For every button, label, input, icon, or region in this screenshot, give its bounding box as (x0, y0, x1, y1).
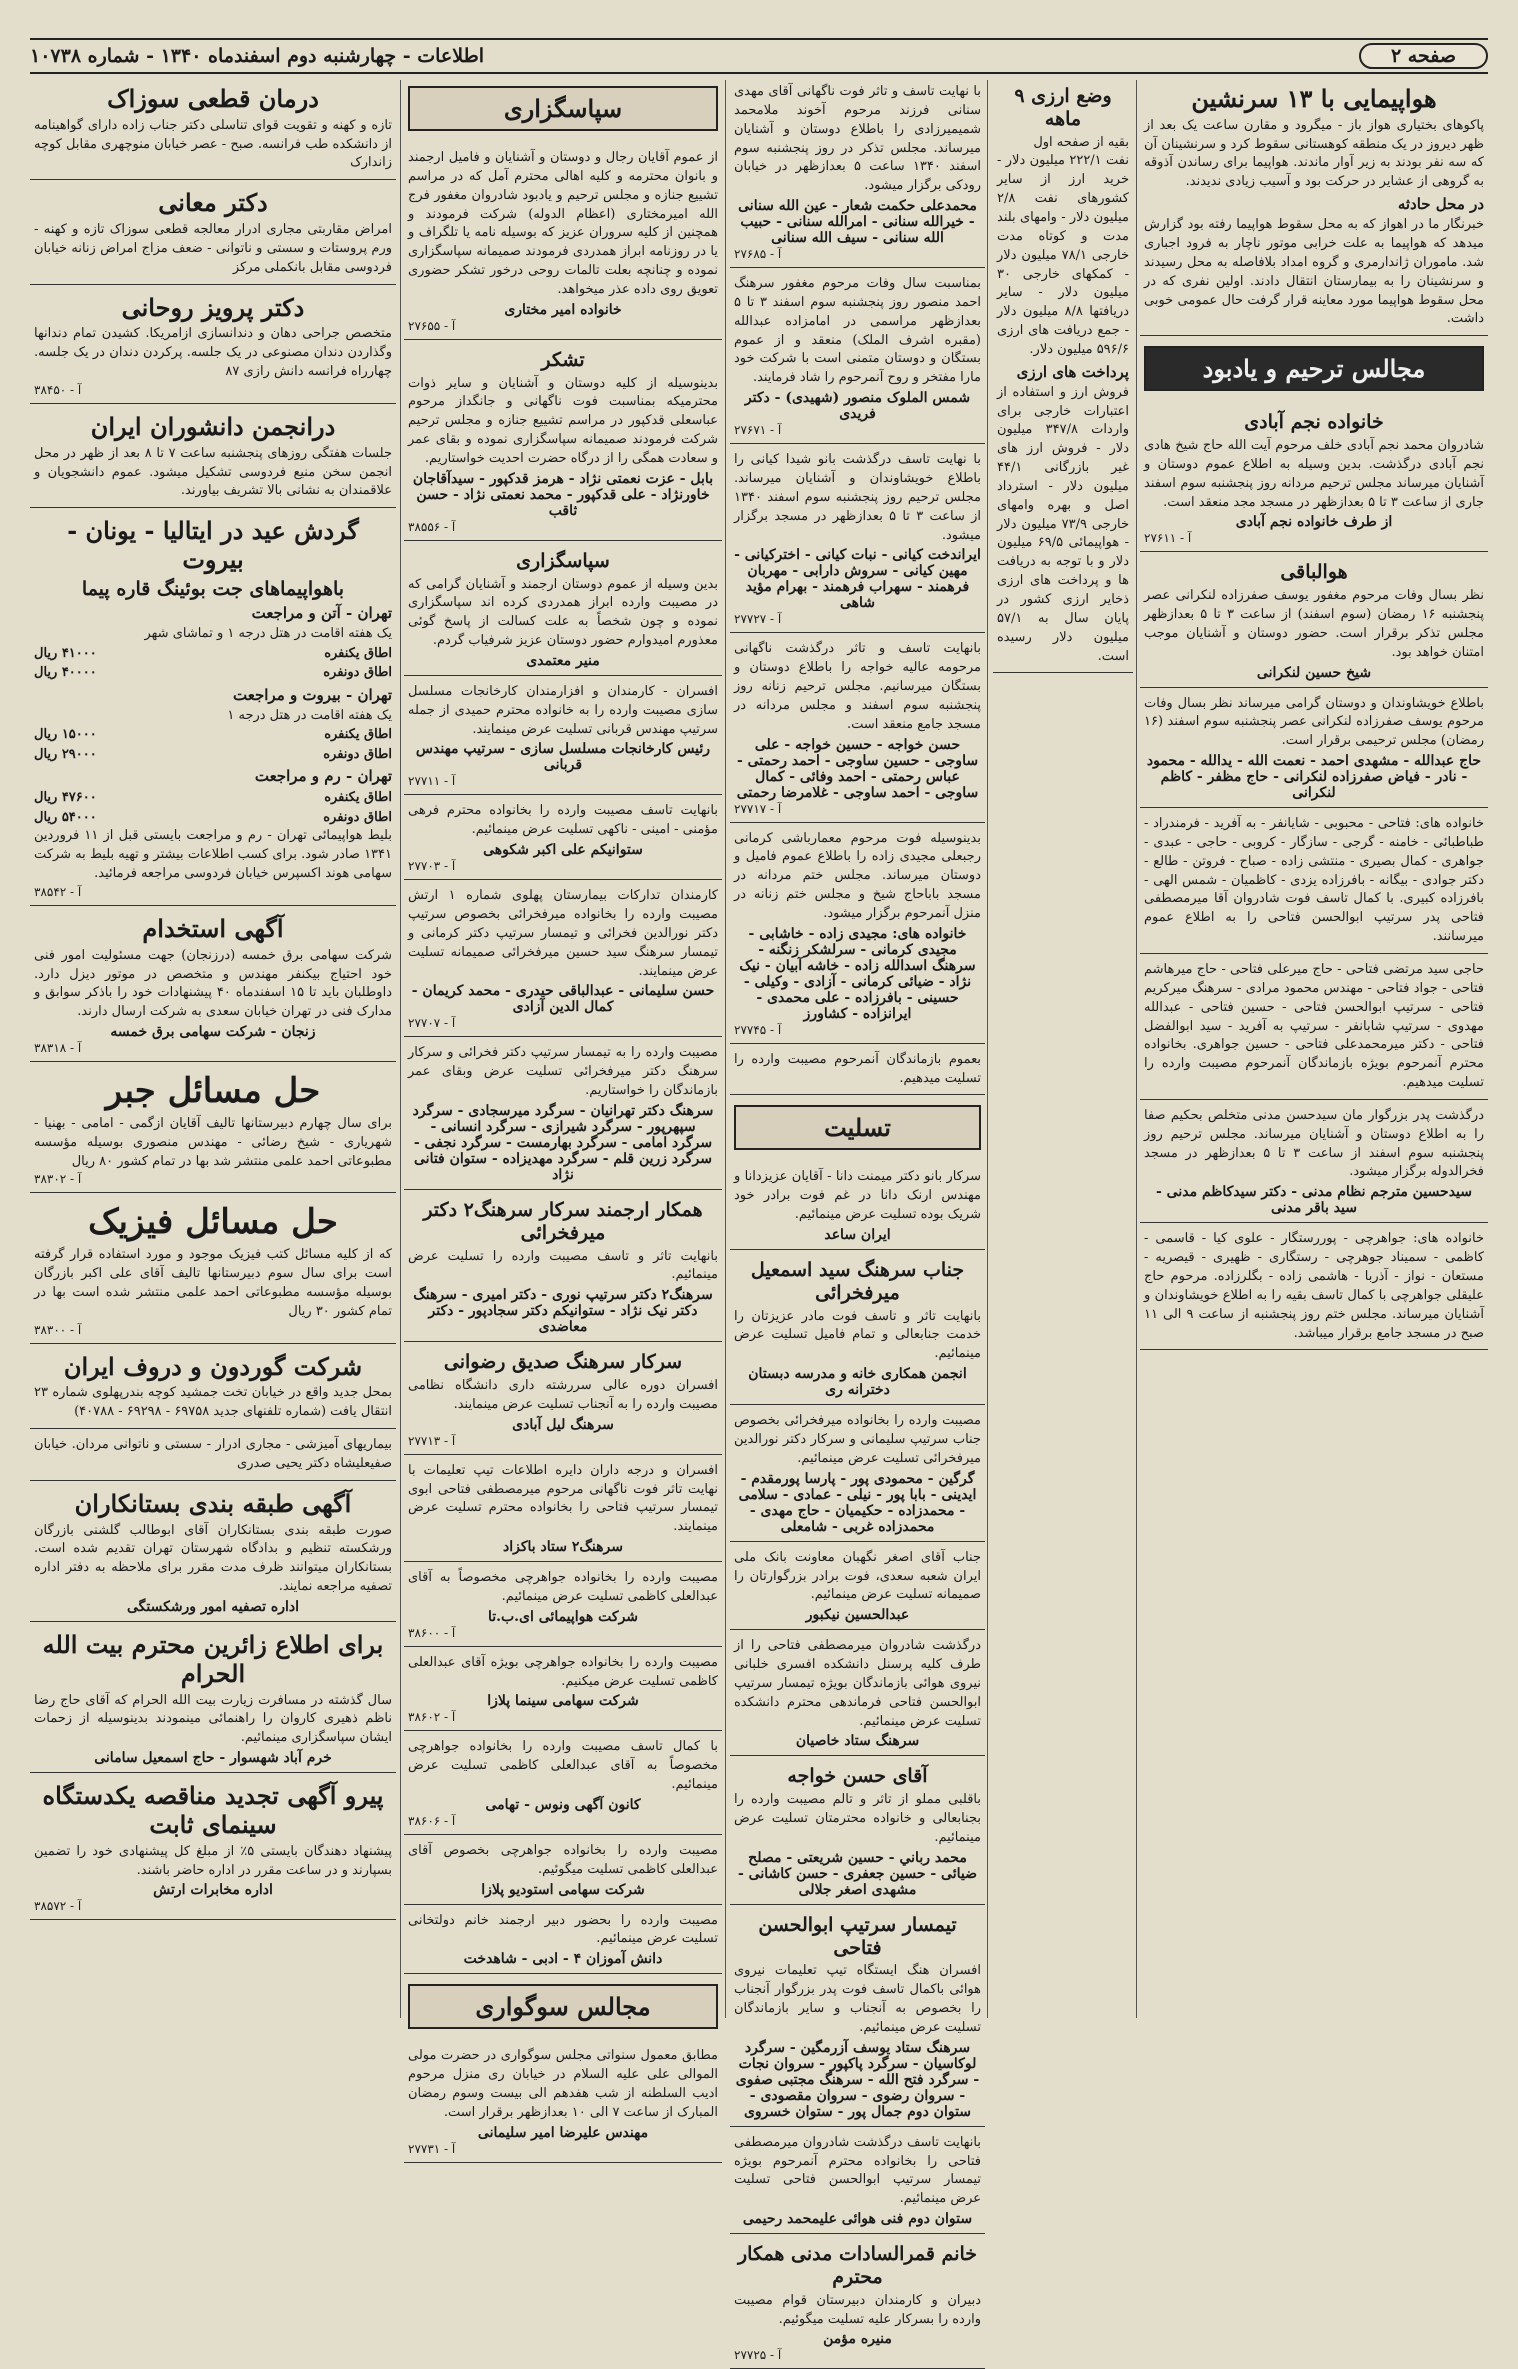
notice-signature: اداره تصفیه امور ورشکستگی (126, 1598, 300, 1615)
notice-subhead: پرداخت های ارزی (1016, 362, 1129, 381)
notice-body: بانهایت تاسف مصیبت وارده را بخانواده محترم فرهی مؤمنی - امینی - ناکهی تسلیت عرض مینمائیم. (408, 803, 718, 838)
notice-item (404, 1194, 722, 1342)
notice-body: بانهایت تاثر و تاسف فوت مادر عزیزتان را خدمت جنابعالی و تمام فامیل تسلیت عرض مینمائیم. (734, 1308, 981, 1362)
notice-body: با کمال تاسف مصیبت وارده را بخانواده جواهرچی مخصوصاً به آقای عبدالعلی کاظمی تسلیت عرض مینمائیم. (408, 1739, 718, 1793)
notice-body: بانهایت تاسف و تاثر درگذشت ناگهانی مرحومه عالیه خواجه را باطلاع دوستان و بستگان میرسانیم. مجلس ترحیم زنانه روز پنجشنبه سوم اسفند و مجلس مردانه در مسجد جامع منعقد است. (734, 641, 981, 732)
ad-reference: آ - ۳۸۵۷۲ (34, 1899, 82, 1914)
notice-body: بدینوسیله از کلیه دوستان و آشنایان و سایر ذوات محترمیکه بمناسبت فوت ناگهانی و جانگداز مرحوم عباسعلی قدکپور در مراسم تشییع جنازه و مجلس ترحیم شرکت فرمودند صمیمانه سپاسگزاری نموده و بقای عمر و سعادت همگی را از درگاه حضرت احدیت خواستاریم. (408, 375, 718, 466)
notice-body: متخصص جراحی دهان و دندانسازی ازامریکا. کشیدن تمام دندانها وگذاردن دندان مصنوعی در یک جلسه. پرکردن دندان در یک جلسه. چهارراه فرانسه دانش رازی ۸۷ (34, 326, 392, 380)
notice-body: بانهایت تاثر و تاسف مصیبت وارده را تسلیت عرض مینمائیم. (408, 1248, 718, 1283)
notice-item (404, 344, 722, 541)
notice-body: درگذشت شادروان میرمصطفی فتاحی را از طرف کلیه پرسنل دانشکده افسری خلبانی نیروی هوائی بازماندگان بویژه تیمسار سرتیپ ابوالحسن فتاحی فرماندهی محترم دانشکده تسلیت عرض مینمائیم. (734, 1638, 981, 1729)
tour-route-title: تهران - آتن و مراجعت (251, 603, 392, 622)
section-banner: تسلیت (734, 1105, 981, 1150)
notice-signature: خانواده امیر مختاری (504, 301, 622, 318)
tour-route-note: یک هفته اقامت در هتل درجه ۱ و تماشای شهر (144, 625, 392, 641)
notice-item (730, 1099, 985, 1161)
tour-route-title: تهران - رم و مراجعت (254, 767, 392, 786)
ad-reference: آ - ۳۸۳۰۰ (34, 1322, 82, 1337)
notice-item (30, 1197, 396, 1343)
notice-body: با نهایت تاسف و تاثر فوت ناگهانی آقای مهدی سنانی فرزند مرحوم آخوند ملامحمد شمیمیرزادی را باطلاع دوستان و آشنایان میرساند. مجلس تذکر در روز پنجشنبه سوم اسفند ۱۳۴۰ ساعت ۵ بعدازظهر در خیابان رودکی برگزار میشود. (734, 84, 981, 194)
tour-price-row (34, 788, 392, 808)
ad-reference: آ - ۳۸۶۰۰ (408, 1625, 456, 1640)
notice-signature: سرهنگ لیل آبادی (512, 1416, 614, 1433)
notice-item (730, 1409, 985, 1542)
notice-headline: پیرو آگهی تجدید مناقصه یکدستگاه سینمای ثابت (42, 1781, 384, 1839)
notice-item (30, 1777, 396, 1920)
notice-body: بدین وسیله از عموم دوستان ارجمند و آشنایان گرامی که در مصیبت وارده ابراز همدردی کرده اند سپاسگزاری نموده و چون شخصاً به علت کسالت از پاسخ گوئی معذورم امیدوارم حضور دوستان عزیز شرفیاب گردم. (408, 576, 718, 649)
notice-signature: شیخ حسین لنکرانی (1256, 664, 1372, 681)
notice-headline: آگهی طبقه بندی بستانکاران (74, 1488, 352, 1518)
notice-item (404, 680, 722, 796)
ad-reference: آ - ۲۷۷۳۱ (408, 2141, 456, 2156)
ad-reference: آ - ۳۸۶۰۶ (408, 1813, 456, 1828)
notice-body: امراض مقاربتی مجاری ادرار معالجه قطعی سوزاک تازه و کهنه - ورم پروستات و سستی و ناتوانی - ضعف مزاج امراض زنانه خیابان فردوسی مقابل بانکملی مرکز (34, 222, 392, 275)
tour-room-type: اطاق دونفره (323, 665, 392, 681)
notice-signature: منیر معتمدی (526, 652, 600, 669)
tour-price-row (34, 808, 392, 828)
notice-body: خانواده های: فتاحی - محبوبی - شایانفر - به آفرید - فرمندراد - طباطبائی - خامنه - گرجی - سازگار - کروبی - حاجی - عبدی - جواهری - کمال بصیری - منتشی زاده - صباح - فروتن - طالع - دکتر جوادی - بیگانه - بافرزاده یزدی - کاظمیان - شمس الهی - بافرزاده کبیری. با کمال تاسف فوت شادروان آقا میرمصطفی فتاحی پدر سرتیپ ابوالحسن فتاحی را به اطلاع عموم میرسانند. (1144, 816, 1484, 945)
ad-reference: آ - ۲۷۷۲۵ (734, 2348, 782, 2363)
notice-signature: شرکت هواپیمائی ای.ب.تا (487, 1608, 639, 1625)
notice-body: تازه و کهنه و تقویت قوای تناسلی دکتر جناب زاده دارای گواهینامه از دانشکده طب فرانسه. صبح - عصر خیابان منوچهری مقابل کوچه زاندارک (34, 117, 392, 171)
notice-signature: دانش آموزان ۴ - ادبی - شاهدخت (463, 1951, 663, 1968)
notice-body: فروش ارز و استفاده از اعتبارات خارجی برای واردات ۳۴۷/۸ میلیون دلار - فروش ارز های غیر بازرگانی ۴۴/۱ میلیون دلار - استرداد اصل و بهره وامهای خارجی ۷۳/۹ میلیون دلار - هواپیمائی ۶۹/۵ میلیون دلار و با توجه به دریافت ها و پرداخت های ارزی ذخایر ارزی کشور در پایان سال به ۵۷/۱ میلیون دلار رسیده است. (997, 384, 1130, 664)
tour-price-row (34, 644, 392, 664)
notice-item (404, 799, 722, 880)
notice-item (730, 1254, 985, 1405)
notice-item (404, 1839, 722, 1905)
notice-signature: سرهنگ ستاد یوسف آزرمگین - سرگرد لوکاسیان - سرگرد پاکپور - سروان نجات - سرگرد فتح الله - سرهنگ مجتبی صفوی - سروان رضوی - سروان مقصودی - ستوان دوم جمال پور - ستوان خسروی (735, 2039, 980, 2120)
tour-route-title: تهران - بیروت و مراجعت (233, 685, 392, 704)
notice-subheadline: باهواپیماهای جت بوئینگ قاره پیما (81, 577, 345, 600)
notice-signature: ایران ساعد (824, 1227, 891, 1243)
column-3 (730, 80, 985, 2363)
notice-headline: سپاسگزاری (516, 549, 610, 572)
notice-body: نفت ۲۲۲/۱ میلیون دلار - خرید ارز از سایر کشورهای نفت ۲/۸ میلیون دلار - وامهای بلند مدت و کوتاه مدت خارجی ۷۸/۱ میلیون دلار - کمکهای خارجی ۳۰ میلیون دلار - سایر دریافتها ۸/۸ میلیون دلار - جمع دریافت های ارزی ۵۹۶/۶ میلیون دلار. (997, 153, 1130, 357)
notice-item (730, 2131, 985, 2234)
tour-room-type: اطاق یکنفره (324, 790, 392, 806)
notice-subhead: در محل حادثه (1397, 195, 1484, 214)
notice-body: دبیران و کارمندان دبیرستان قوام مصیبت وارده را بسرکار علیه تسلیت میگوئیم. (734, 2292, 981, 2327)
ad-reference: آ - ۲۷۶۱۱ (1144, 531, 1192, 546)
ad-reference: آ - ۳۸۳۰۲ (34, 1172, 82, 1187)
tour-price: ۲۹۰۰۰ ریال (34, 746, 97, 762)
notice-item (1140, 406, 1488, 552)
section-banner: سپاسگزاری (408, 86, 718, 131)
ad-reference: آ - ۲۷۷۰۷ (408, 1016, 456, 1031)
notice-item (404, 80, 722, 142)
tour-price-row (34, 663, 392, 683)
notice-body: حاجی سید مرتضی فتاحی - حاج میرعلی فتاحی - حاج میرهاشم فتاحی - جواد فتاحی - مهندس محمود مرادی - سرهنگ میرکریم فتاحی - سرتیپ ابوالحسن فتاحی - حسین فتاحی - عبدالله مهدوی - سرتیپ شابانفر - سرتیپ به آفرید - سید ابوالفضل فتاحی - دکتر میرمحمدعلی فتاحی - حسین جواهری. بخانواده محترم آنمرحوم بویژه بازماندگان آنمرحوم مصیبت وارده را تسلیت میدهیم. (1144, 962, 1484, 1091)
notice-body: صورت طبقه بندی بستانکاران آقای ابوطالب گلشنی بازرگان ورشکسته تنظیم و بدادگاه شهرستان تهران تقدیم شده است. بستانکاران میتوانند ظرف مدت مقرر برای ملاحظه به دفتر اداره تصفیه مراجعه نمایند. (34, 1522, 392, 1595)
tour-room-type: اطاق دونفره (323, 809, 392, 825)
notice-headline: جناب سرهنگ سید اسمعیل میرفخرائی (750, 1259, 965, 1304)
notice-body: بعموم بازماندگان آنمرحوم مصیبت وارده را تسلیت میدهیم. (734, 1051, 981, 1086)
notice-headline: هوالباقی (1280, 561, 1348, 584)
ad-reference: آ - ۳۸۶۰۲ (408, 1710, 456, 1725)
notice-item (30, 1626, 396, 1773)
notice-signature: شمس الملوک منصور (شهیدی) - دکتر فریدی (744, 390, 971, 423)
notice-headline: درمان قطعی سوزاک (107, 84, 319, 113)
masthead (30, 38, 1488, 74)
ad-reference: آ - ۲۷۷۱۷ (734, 801, 782, 816)
notice-body: بمحل جدید واقع در خیابان تخت جمشید کوچه بندرپهلوی شماره ۲۳ انتقال یافت (شماره تلفنهای جدید ۶۹۷۵۸ - ۶۹۲۹۸ - ۴۰۷۸۸) (34, 1385, 392, 1420)
dateline: اطلاعات - چهارشنبه دوم اسفندماه ۱۳۴۰ - شماره ۱۰۷۳۸ (30, 45, 485, 67)
notice-body: شادروان محمد نجم آبادی خلف مرحوم آیت الله حاج شیخ هادی نجم آبادی درگذشت. بدین وسیله به اطلاع عموم دوستان و آشنایان میرساند مجلس ترحیم مردانه روز پنجشنبه سوم اسفند جاری از ساعت ۳ تا ۵ بعدازظهر در مسجد مجد منعقد است. (1144, 438, 1484, 510)
notice-item (404, 1978, 722, 2040)
notice-headline: خانم قمرالسادات مدنی همکار محترم (737, 2243, 978, 2288)
tour-room-type: اطاق یکنفره (324, 645, 392, 661)
ad-reference: آ - ۲۷۶۵۵ (408, 318, 456, 333)
notice-signature: سرهنگ۲ ستاد باکزاد (502, 1539, 623, 1556)
notice-item (730, 1165, 985, 1250)
notice-signature: ستوان دوم فنی هوائی علیمحمد رحیمی (742, 2211, 973, 2228)
notice-headline: حل مسائل فیزیک (88, 1202, 338, 1243)
notice-item (30, 1485, 396, 1622)
column-rule (1136, 80, 1137, 2018)
column-1 (1140, 80, 1488, 2018)
ad-reference: آ - ۲۷۶۷۱ (734, 423, 782, 438)
notice-signature: منیره مؤمن (823, 2331, 892, 2348)
ad-reference: آ - ۲۷۷۰۳ (408, 859, 456, 874)
notice-body: بمناسبت سال وفات مرحوم مغفور سرهنگ احمد منصور روز پنجشنبه سوم اسفند ۳ تا ۵ بعدازظهر مراسمی در امامزاده عبدالله (مقبره اشرف الملک) منعقد و از عموم بستگان و دوستان متمنی است با شرکت خود مارا مفتخر و روح آنمرحوم را شاد فرمایند. (734, 276, 981, 386)
notice-body: بقیه از صفحه اول (1033, 134, 1129, 150)
notice-item (30, 512, 396, 906)
notice-body: جناب آقای اصغر نگهبان معاونت بانک ملی ایران شعبه سعدی، فوت برادر بزرگوارتان را صمیمانه تسلیت عرض مینمائیم. (734, 1549, 981, 1603)
page-number: صفحه ۲ (1359, 43, 1488, 69)
notice-item (404, 884, 722, 1037)
notice-signature: محمدعلی حکمت شعار - عین الله سنانی - خیرالله سنانی - امرالله سنانی - حبیب الله سنانی - سیف الله سنانی (738, 198, 977, 247)
tour-price-row (34, 725, 392, 745)
ad-reference: آ - ۲۷۶۸۵ (734, 247, 782, 262)
notice-item (1140, 692, 1488, 809)
notice-item (404, 1909, 722, 1975)
tour-price: ۴۷۶۰۰ ریال (34, 790, 97, 806)
notice-item (30, 184, 396, 284)
notice-body: مصیبت وارده را بخانواده جواهرچی بویژه آقای عبدالعلی کاظمی تسلیت عرض میکنیم. (408, 1654, 718, 1689)
notice-headline: دکتر پرویز روحانی (121, 292, 305, 322)
notice-body: افسران دوره عالی سررشته داری دانشگاه نظامی مصیبت وارده را به آنجناب تسلیت عرض مینمایند. (408, 1377, 718, 1412)
notice-body: نظر بسال وفات مرحوم مغفور یوسف صفرزاده لنکرانی عصر پنجشنبه ۱۶ رمضان (سوم اسفند) از ساعت ۳ تا ۵ بعدازظهر مجلس تذکر برقرار است. حضور دوستان و آشنایان موجب امتنان خواهد بود. (1144, 588, 1485, 660)
notice-item (404, 1566, 722, 1647)
notice-item (30, 80, 396, 180)
notice-body: مصیبت وارده را به تیمسار سرتیپ دکتر فخرائی و سرکار سرهنگ دکتر میرفخرائی تسلیت عرض وبقای عمر بازماندگان را خواستاریم. (408, 1045, 718, 1099)
notice-item (1140, 340, 1488, 402)
notice-item (730, 637, 985, 822)
notice-body: مصیبت وارده را بخانواده میرفخرائی بخصوص جناب سرتیپ سلیمانی و سرکار دکتر نورالدین میرفخرائی تسلیت عرض مینمائیم. (734, 1413, 981, 1466)
notice-item (30, 408, 396, 508)
notice-body: بدینوسیله فوت مرحوم معمارباشی کرمانی رجبعلی مجیدی زاده را باطلاع عموم فامیل و دوستان میرساند. مجلس ختم مردانه در مسجد باباحاج شیخ و مجلس ختم زنانه در منزل آنمرحوم برگزار میشود. (734, 830, 981, 921)
tour-route-note: یک هفته اقامت در هتل درجه ۱ (227, 707, 392, 723)
notice-item (30, 1348, 396, 1429)
notice-headline: دکتر معانی (158, 188, 268, 218)
notice-body: افسران و درجه داران دایره اطلاعات تیپ تعلیمات با نهایت تاثر فوت ناگهانی مرحوم میرمصطفی فتاحی ابوی تیمسار سرتیپ فتاحی را بخانواده محترم تسلیت عرض مینمایند. (408, 1462, 718, 1535)
notice-signature: ایراندخت کیانی - نبات کیانی - اخترکیانی - مهین کیانی - سروش دارابی - مهربان فرهمند - سهراب فرهمند - بهرام مؤید شاهی (734, 547, 981, 612)
notice-item (30, 1433, 396, 1481)
ad-reference: آ - ۲۷۷۲۷ (734, 612, 782, 627)
column-5 (30, 80, 396, 2018)
notice-body: برای سال چهارم دبیرستانها تالیف آقایان ازگمی - امامی - بهنیا - شهریاری - شیخ رضائی - مهندس منصوری بوسیله مؤسسه مطبوعاتی احمد علمی منتشر شد بها در تمام کشور ۸۰ ریال (34, 1115, 392, 1169)
section-banner: مجالس ترحیم و یادبود (1144, 346, 1484, 391)
notice-signature: محمد رباني - حسین شریعتی - مصلح ضیائی - حسین جعفری - حسن کاشانی - مشهدی اصغر جلالی (738, 1849, 977, 1898)
ad-reference: آ - ۳۸۵۵۶ (408, 519, 456, 534)
notice-signature: حسن خواجه - حسین خواجه - علی ساوجی - حسین ساوجی - احمد رحمتی - عباس رحمتی - احمد وفائی - کمال ساوجی - احمد ساوجی - غلامرضا رحمتی (736, 736, 979, 801)
notice-headline: سرکار سرهنگ صدیق رضوانی (443, 1351, 683, 1374)
notice-body: که از کلیه مسائل کتب فیزیک موجود و مورد استفاده قرار گرفته است برای سال سوم دبیرستانها تالیف آقای علی اکبر بازرگان بوسیله مؤسسه مطبوعاتی احمد علمی منتشر شده است بها در تمام کشور ۳۰ ریال (34, 1247, 392, 1319)
tour-room-type: اطاق یکنفره (324, 727, 392, 743)
tour-price: ۵۴۰۰۰ ریال (34, 809, 97, 825)
notice-item (404, 2044, 722, 2162)
notice-item (730, 272, 985, 444)
notice-item (30, 289, 396, 404)
notice-item (730, 1909, 985, 2127)
tour-price-row (34, 745, 392, 765)
notice-body: از عموم آقایان رجال و دوستان و آشنایان و فامیل ارجمند و بانوان محترمه و کلیه اهالی محترم آمل که در مراسم تشییع جنازه و مجلس ترحیم و یادبود شادروان مغفور فرج الله امیرمختاری (اعظام الدوله) شرکت فرمودند و همچنین از کلیه سروران عزیز که بوسیله نامه یا تلگراف و یا در روزنامه ابراز همدردی فرمودند صمیمانه سپاسگزاری نموده و چنانچه بعلت تالمات روحی درخور تشکر حضوری تعویق روی داده عذر میخواهد. (408, 150, 718, 297)
notice-signature: اداره مخابرات ارتش (153, 1882, 273, 1899)
notice-body: خانواده های: جواهرچی - پوررستگار - علوی کیا - قاسمی - کاظمی - سمیناد جوهرچی - رستگاری - ظهیری - قیصریه - مستعان - نواز - آذربا - هاشمی زاده - بگلرزاده. مرحوم حاج علیقلی جواهرچی با کمال تاسف بقیه را به اطلاع خویشاوندان و آشنایان میرساند. مجلس ختم روز پنجشنبه از ساعت ۹ الی ۱۱ صبح در مسجد جامع برقرار میباشد. (1144, 1231, 1484, 1341)
ad-reference: آ - ۳۸۵۴۲ (34, 884, 82, 899)
notice-signature: خرم آباد شهسوار - حاج اسمعیل سامانی (94, 1750, 332, 1767)
ad-reference: آ - ۳۸۳۱۸ (34, 1041, 82, 1056)
tour-footer: بلیط هواپیمائی تهران - رم و مراجعت بایستی قبل از ۱۱ فروردین ۱۳۴۱ صادر شود. برای کسب اطلاعات بیشتر و تهیه بلیط به شرکت سهامی هوند اکسپرس خیابان فردوسی مراجعه فرمائید. (34, 828, 392, 882)
notice-headline: وضع ارزی ۹ ماهه (1014, 85, 1112, 130)
notice-body: افسران هنگ ایستگاه تیپ تعلیمات نیروی هوائی باکمال تاسف فوت پدر بزرگوار آنجناب را بخصوص به آنجناب و سایر بازماندگان تسلیت عرض مینمائیم. (734, 1963, 981, 2035)
notice-body: با نهایت تاسف درگذشت بانو شیدا کیانی را باطلاع خویشاوندان و آشنایان میرساند. مجلس ترحیم روز پنجشنبه سوم اسفند ۱۳۴۰ از ساعت ۳ تا ۵ بعدازظهر در مسجد برگزار میشود. (734, 452, 981, 543)
notice-item (730, 1760, 985, 1904)
notice-body: بیماریهای آمیزشی - مجاری ادرار - سستی و ناتوانی مردان. خیابان صفیعلیشاه دکتر یحیی صدری (34, 1437, 392, 1471)
tour-price: ۴۱۰۰۰ ریال (34, 645, 97, 661)
ad-reference: آ - ۲۷۷۱۱ (408, 774, 456, 789)
notice-headline: برای اطلاع زائرین محترم بیت الله الحرام (42, 1629, 384, 1688)
notice-body: باطلاع خویشاوندان و دوستان گرامی میرساند نظر بسال وفات مرحوم یوسف صفرزاده لنکرانی عصر پنجشنبه سوم اسفند (۱۶ رمضان) مجلس ترحیمی برقرار است. (1144, 695, 1484, 749)
tour-price: ۴۰۰۰۰ ریال (34, 665, 97, 681)
notice-item (1140, 80, 1488, 336)
notice-body: افسران - کارمندان و افزارمندان کارخانجات مسلسل سازی مصیبت وارده را به خانواده محترم حمیدی از جمله سرتیپ مهندس قربانی تسلیت عرض مینمایند. (408, 683, 718, 737)
column-4 (404, 80, 722, 2156)
notice-item (1140, 958, 1488, 1100)
notice-signature: حسن سلیمانی - عبدالباقی حیدری - محمد کریمان - کمال الدین آزادی (411, 983, 715, 1016)
notice-signature: زنجان - شرکت سهامی برق خمسه (110, 1024, 316, 1041)
notice-item (404, 545, 722, 676)
notice-item (30, 910, 396, 1062)
notice-headline: هواپیمایی با ۱۳ سرنشین (1191, 84, 1437, 113)
notice-headline: حل مسائل جبر (105, 1071, 321, 1112)
column-rule (987, 80, 988, 2018)
notice-body: مصیبت وارده را بحضور دبیر ارجمند خانم دولتخانی تسلیت عرض مینمائیم. (408, 1912, 718, 1947)
notice-body: سال گذشته در مسافرت زیارت بیت الله الحرام که آقای حاج رضا ناظم ذهیری کاروان را راهنمائی مینمودند بدینوسیله از زحمات ایشان سپاسگزاری مینمائیم. (34, 1692, 392, 1746)
notice-signature: مهندس علیرضا امیر سلیمانی (477, 2124, 649, 2141)
notice-signature: کانون آگهی ونوس - تهامی (485, 1796, 641, 1813)
notice-item (404, 146, 722, 340)
notice-headline: همکار ارجمند سرکار سرهنگ۲ دکتر میرفخرائی (423, 1198, 703, 1244)
notice-body: پیشنهاد دهندگان بایستی ۵٪ از مبلغ کل پیشنهادی خود را تضمین بسپارند و در ساعت مقرر در اداره حاضر باشند. (34, 1843, 393, 1878)
notice-signature: سرهنگ۲ دکتر سرتیپ نوری - دکتر امیری - سرهنگ دکتر نیک نژاد - ستوانیکم دکتر سجادپور - دکتر معاضدی (413, 1287, 713, 1336)
column-rule (725, 80, 726, 2018)
notice-item (404, 1651, 722, 1732)
notice-item (404, 1041, 722, 1190)
ad-reference: آ - ۲۷۷۱۳ (408, 1433, 456, 1448)
notice-signature: رئیس کارخانجات مسلسل سازی - سرتیپ مهندس قربانی (415, 741, 711, 774)
notice-headline: تیمسار سرتیپ ابوالحسن فتاحی (758, 1913, 957, 1959)
notice-item (404, 1459, 722, 1562)
notice-item (404, 1735, 722, 1835)
notice-body: بانهایت تاسف درگذشت شادروان میرمصطفی فتاحی را بخانواده محترم آنمرحوم بویژه تیمسار سرتیپ ابوالحسن فتاحی تسلیت عرض مینمائیم. (734, 2134, 981, 2207)
notice-body: جلسات هفتگی روزهای پنجشنبه ساعت ۷ تا ۸ بعد از ظهر در محل انجمن سخن منیع فردوسی تشکیل میشود. عموم دانشجویان و علاقمندان به نشانی بالا تشریف بیاورند. (34, 445, 393, 499)
notice-body: خبرنگار ما در اهواز که به محل سقوط هواپیما رفته بود گزارش میدهد که هواپیما به علت خرابی موتور ناچار به فرود اجباری شد. ماموران ژاندارمری و گروه امداد بلافاصله به محل رسیدند و سرنشینان را به بیمارستان انتقال دادند. اولین نفری که در محل سقوط هواپیما مورد معاینه قرار گرفت حال عمومی خوبی داشت. (1144, 217, 1484, 327)
notice-item (730, 1546, 985, 1631)
notice-signature: حاج عبدالله - مشهدی احمد - نعمت الله - یدالله - محمود - نادر - فیاض صفرزاده لنکرانی - حاج مظفر - کاظم لنکرانی (1146, 753, 1482, 802)
notice-headline: گردش عید در ایتالیا - یونان - بیروت (67, 516, 359, 575)
notice-item (993, 80, 1133, 673)
notice-item (730, 448, 985, 633)
notice-body: کارمندان تدارکات بیمارستان پهلوی شماره ۱ ارتش مصیبت وارده را بخانواده میرفخرائی بخصوص سرتیپ دکتر نورالدین فخرائی و تیمسار سرتیپ دکتر کرمانی و تیمسار سرهنگ سید حسین میرفخرائی صمیمانه تسلیت عرض مینمایند. (408, 888, 718, 979)
notice-signature: گرگین - محمودی پور - پارسا پورمقدم - ایدینی - بابا پور - نیلی - عمادی - سلامی - محمدزاده - حکیمیان - حاج مهدی - محمدزاده غربی - شامعلی (738, 1470, 977, 1535)
ad-reference: آ - ۳۸۴۵۰ (34, 382, 82, 397)
notice-item (730, 827, 985, 1044)
notice-signature: سرهنگ ستاد خاصیان (795, 1733, 920, 1750)
notice-body: مصیبت وارده را بخانواده جواهرچی بخصوص آقای عبدالعلی کاظمی تسلیت میگوئیم. (408, 1842, 718, 1877)
notice-signature: بابل - عزت نعمتی نژاد - هرمز قدکپور - سیدآقاجان خاورنژاد - علی قدکپور - محمد نعمتی نژاد - حسن ثاقب (412, 470, 714, 519)
notice-body: پاکوهای بختیاری هواز باز - میگرود و مقارن ساعت یک بعد از ظهر دیروز در یک منطقه کوهستانی سقوط کرد و سرنشینان آن که سه نفر بودند به زیر آوار ماندند. هواپیما برای رساندن آذوقه به گروهی از عشایر در حرکت بود و آسیب زیادی ندیدند. (1144, 117, 1484, 190)
notice-signature: شرکت سهامی سینما پلازا (487, 1693, 639, 1710)
notice-body: مصیبت وارده را بخانواده جواهرچی مخصوصاً به آقای عبدالعلی کاظمی تسلیت عرض مینمائیم. (408, 1570, 718, 1604)
column-rule (400, 80, 401, 2018)
notice-item (730, 2238, 985, 2369)
notice-item (730, 80, 985, 268)
notice-item (404, 1346, 722, 1454)
section-banner: مجالس سوگواری (408, 1984, 718, 2029)
notice-item (1140, 556, 1488, 687)
notice-signature: ستوانیکم علی اکبر شکوهی (483, 842, 643, 859)
notice-signature: انجمن همکاری خانه و مدرسه دبستان دخترانه ری (748, 1366, 967, 1399)
notice-item (730, 1634, 985, 1756)
notice-body: درگذشت پدر بزرگوار مان سیدحسن مدنی متخلص بحکیم صفا را به اطلاع دوستان و آشنایان میرساند. مجلس ترحیم روز پنجشنبه سوم اسفند از ساعت ۳ تا ۵ بعدازظهر در مسجد فخرالدوله برگزار میشود. (1144, 1107, 1485, 1180)
notice-headline: شرکت گوردون و دروف ایران (63, 1351, 363, 1381)
notice-signature: سیدحسین مترجم نظام مدنی - دکتر سیدکاظم مدنی - سید باقر مدنی (1155, 1184, 1473, 1217)
notice-signature: سرهنگ دکتر تهرانیان - سرگرد میرسجادی - سرگرد سپهرپور - سرگرد شیرازی - سرگرد انسانی - سرگرد امامی - سرگرد بهارمست - سرگرد نجفی - سرگرد زرین قلم - سرگرد مهدیزاده - ستوان فتانی نژاد (412, 1102, 714, 1183)
notice-item (30, 1066, 396, 1193)
tour-price: ۱۵۰۰۰ ریال (34, 727, 97, 743)
notice-item (730, 1048, 985, 1096)
tour-room-type: اطاق دونفره (323, 746, 392, 762)
ad-reference: آ - ۲۷۷۴۵ (734, 1022, 782, 1037)
notice-item (1140, 1227, 1488, 1350)
column-2 (993, 80, 1133, 2018)
notice-signature: از طرف خانواده نجم آبادی (1235, 514, 1393, 531)
notice-signature: شرکت سهامی استودیو پلازا (481, 1881, 645, 1898)
notice-item (1140, 812, 1488, 954)
notice-item (1140, 1104, 1488, 1223)
notice-body: باقلبی مملو از تاثر و تالم مصیبت وارده را بجنابعالی و خانواده محترمتان تسلیت عرض مینمائیم. (734, 1792, 981, 1845)
notice-headline: آگهی استخدام (142, 913, 284, 943)
notice-body: سرکار بانو دکتر میمنت دانا - آقایان عزیزدانا و مهندس ارنک دانا در غم فوت برادر خود شریک بوده تسلیت عرض مینمائیم. (734, 1169, 981, 1223)
notice-headline: درانجمن دانشوران ایران (90, 411, 336, 441)
notice-body: مطابق معمول سنواتی مجلس سوگواری در حضرت مولی الموالی علی علیه السلام در خیابان ری منزل مرحوم ادیب السلطنه از شب هفدهم الی بیست وسوم رمضان المبارک از ساعت ۷ الی ۱۰ بعدازظهر برقرار است. (408, 2048, 718, 2120)
notice-body: شرکت سهامی برق خمسه (درزنجان) جهت مسئولیت امور فنی خود احتیاج بیکنفر مهندس و متخصص در موتور دیزل دارد. داوطلبان باید تا ۱۵ اسفندماه ۴۰ پیشنهادات خود را باذکر سوابق و مدارک فنی در تهران خیابان سعدی به شرکت ارسال دارند. (34, 947, 392, 1020)
notice-signature: عبدالحسین نیکبور (805, 1607, 910, 1624)
notice-signature: خانواده های: مجیدی زاده - خاشابی - مجیدی کرمانی - سرلشکر زنگنه - سرهنگ اسدالله زاده - خاشه آبیان - نیک نژاد - ضیائی کرمانی - آزادی - وکیلی - حسینی - بافرزاده - علی محمدی - ایرانزاده - کشاورز (739, 925, 976, 1022)
notice-headline: خانواده نجم آبادی (1244, 411, 1384, 434)
notice-headline: آقای حسن خواجه (787, 1765, 928, 1788)
notice-headline: تشکر (541, 348, 585, 371)
